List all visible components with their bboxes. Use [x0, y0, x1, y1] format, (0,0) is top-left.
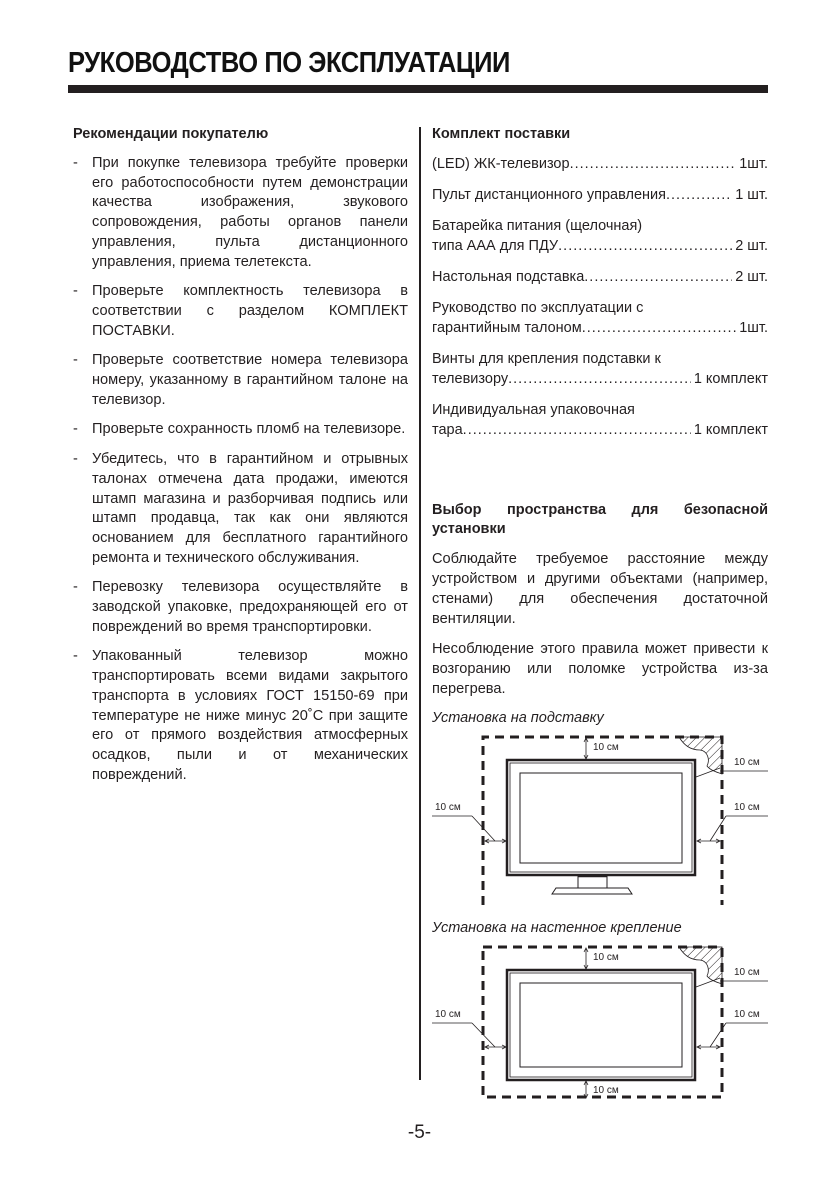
ventilation-paragraph: Соблюдайте требуемое расстояние между устройством и другими объектами (например, стенами) для обеспечения достаточной вентиляции. [432, 551, 768, 627]
kit-item-remote: Пульт дистанционного управления ..... 1 шт. [432, 185, 768, 205]
kit-item-tv: (LED) ЖК-телевизор ..... 1шт. [432, 154, 768, 174]
dot-leader [570, 154, 737, 174]
kit-qty: 1шт. [739, 320, 768, 336]
page-title: РУКОВОДСТВО ПО ЭКСПЛУАТАЦИИ [68, 47, 510, 79]
dot-leader [508, 369, 691, 389]
kit-qty: 1 комплект [693, 371, 768, 387]
bullet-dash: - [73, 579, 78, 596]
dot-leader [463, 420, 691, 440]
page-number: -5- [407, 1122, 432, 1143]
dot-leader [584, 267, 732, 287]
stand-clearance-diagram [432, 730, 768, 905]
list-item: - Перевозку телевизора осуществляйте в заводской упаковке, предохраняющей его от повреждений во время транспортировки. [73, 579, 408, 635]
clearance-label-right: 10 см [734, 802, 760, 813]
bullet-dash: - [73, 648, 78, 665]
bullet-dash: - [73, 352, 78, 369]
kit-item-screws: Винты для крепления подставки к телевизору ..... 1 комплект [432, 349, 768, 389]
bullet-dash: - [73, 155, 78, 171]
kit-qty: 1 шт. [735, 187, 768, 203]
clearance-label-right: 10 см [734, 1009, 760, 1020]
list-item: - При покупке телевизора требуйте проверки его работоспособности путем демонстрации качества изображения, звукового сопровождения, работы органов панели управления, пульта дистанционного управления, приема телетекста. [73, 155, 408, 270]
bullet-dash: - [73, 421, 78, 438]
title-underline-bar [68, 85, 768, 93]
kit-item-stand: Настольная подставка ..... 2 шт. [432, 267, 768, 287]
dot-leader [666, 185, 732, 205]
kit-item-battery: Батарейка питания (щелочная) типа ААА для ПДУ ..... 2 шт. [432, 216, 768, 256]
buyer-recommendations-section [73, 125, 408, 795]
clearance-label-corner: 10 см [734, 967, 760, 978]
recommendations-list [73, 154, 408, 785]
kit-qty: 2 шт. [735, 269, 768, 285]
list-item: - Упакованный телевизор можно транспортировать всеми видами закрытого транспорта в условиях ГОСТ 15150-69 при температуре не ниже минус 20˚С при защите его от прямого воздействия атмосферных осадков, пыли и от механических повреждений. [73, 648, 408, 783]
list-item: - Проверьте комплектность телевизора в соответствии с разделом КОМПЛЕКТ ПОСТАВКИ. [73, 283, 408, 339]
list-item: - Убедитесь, что в гарантийном и отрывных талонах отмечена дата продажи, имеются штамп магазина и разборчивая подпись или штамп продавца, так как они являются основанием для бесплатного гарантийного ремонта и технического обслуживания. [73, 451, 408, 566]
clearance-label-top: 10 см [593, 742, 619, 753]
dot-leader [582, 318, 737, 338]
overheating-warning-paragraph: Несоблюдение этого правила может привести к возгоранию или поломке устройства из-за перегрева. [432, 641, 768, 697]
kit-item-manual: Руководство по эксплуатации с гарантийным талоном ..... 1шт. [432, 298, 768, 338]
kit-qty: 2 шт. [735, 238, 768, 254]
list-item: - Проверьте соответствие номера телевизора номеру, указанному в гарантийном талоне на телевизор. [73, 352, 408, 408]
bullet-dash: - [73, 451, 78, 468]
clearance-label-bottom: 10 см [593, 1085, 619, 1096]
column-divider [419, 127, 421, 1080]
clearance-label-top: 10 см [593, 952, 619, 963]
bullet-dash: - [73, 283, 78, 300]
clearance-label-left: 10 см [435, 1009, 461, 1020]
wall-install-caption: Установка на настенное крепление [432, 920, 682, 936]
dot-leader [558, 236, 732, 256]
kit-qty: 1шт. [739, 156, 768, 172]
wall-mount-clearance-diagram [432, 940, 768, 1100]
safe-install-heading: Выбор пространства для безопасной установки [432, 502, 768, 537]
right-column [432, 125, 768, 1100]
list-item: - Проверьте сохранность пломб на телевизоре. [73, 420, 408, 440]
buyer-recommendations-heading: Рекомендации покупателю [73, 126, 269, 142]
kit-item-packaging: Индивидуальная упаковочная тара ..... 1 комплект [432, 400, 768, 440]
kit-qty: 1 комплект [693, 422, 768, 438]
kit-heading: Комплект поставки [432, 126, 571, 142]
clearance-label-corner: 10 см [734, 757, 760, 768]
clearance-label-left: 10 см [435, 802, 461, 813]
stand-install-caption: Установка на подставку [432, 710, 604, 726]
